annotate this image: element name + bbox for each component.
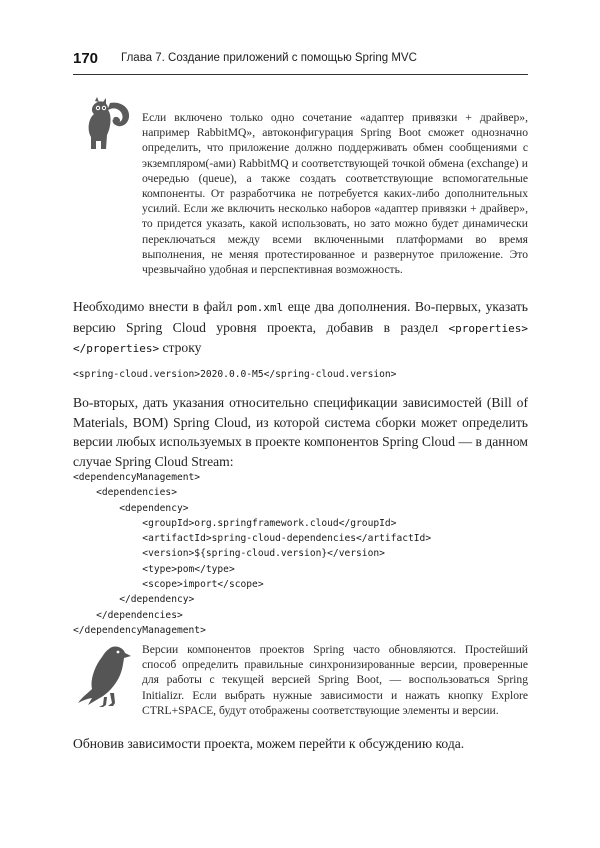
paragraph-pom: [73, 297, 528, 359]
header-divider: [73, 74, 528, 75]
code-line: <type>pom</type>: [73, 563, 235, 575]
pom-xml-code: pom.xml: [236, 301, 284, 314]
crow-icon: [74, 643, 132, 709]
code-line: <dependencyManagement>: [73, 472, 201, 483]
note-crow-text: Версии компонентов проектов Spring часто обновляются. Простейший способ определить правильные синхронизированные версии, проверенные для работы с текущей версией Spring Boot, — воспользоваться Spring Initializr. Если выбрать нужные зависимости и нажать кнопку Explore CTRL+SPACE, будут отображены соответствующие элементы и версии.: [142, 643, 528, 717]
code-line: <version>${spring-cloud.version}</version>: [73, 548, 385, 560]
code-line: <dependency>: [73, 502, 189, 514]
paragraph-bom: Во-вторых, дать указания относительно спецификации зависимостей (Bill of Materials, BOM) Spring Cloud, из которой система сборки может определить версии любых используемых в проекте компонентов Spring Cloud — в данном случае Spring Cloud Stream:: [73, 395, 528, 469]
note-lemur-text: Если включено только одно сочетание «адаптер привязки + драйвер», например RabbitMQ», автоконфигурация Spring Boot сможет однозначно определить, что приложение должно поддерживать обмен сообщениями с экземпляром(-ами) RabbitMQ и соответствующей точкой обмена (exchange) и очередью (queue), а также создать соответствующие вспомогательные компоненты. От разработчика не потребуется каких-либо дополнительных усилий. Если же включить несколько наборов «адаптер привязки + драйвер», то придется указать, какой использовать, но зато можно будет динамически переключаться между всеми включенными платформами во время выполнения, не меняя протестированное и развернутое приложение. Это чрезвычайно удобная и перспективная возможность.: [142, 111, 528, 277]
paragraph-update: Обновив зависимости проекта, можем перейти к обсуждению кода.: [73, 736, 465, 751]
running-header: [73, 50, 528, 70]
code-line: <scope>import</scope>: [73, 579, 264, 591]
lemur-icon: [74, 97, 132, 155]
para1-text-1: Необходимо внести в файл: [73, 299, 237, 314]
code-line-spring-cloud-version: <spring-cloud.version>2020.0.0-M5</spring-cloud.version>: [73, 369, 397, 380]
properties-tag-code: <properties></properties>: [73, 321, 528, 355]
code-line: <artifactId>spring-cloud-dependencies</artifactId>: [73, 533, 432, 545]
code-line: </dependencies>: [73, 609, 183, 621]
para1-text-2: еще два дополнения. Во-первых, указать версию Spring Cloud уровня проекта, добавив в раздел: [73, 299, 529, 335]
page-number: 170: [73, 50, 99, 67]
code-line: <dependencies>: [73, 487, 177, 499]
code-line: </dependencyManagement>: [73, 624, 206, 636]
chapter-title: Глава 7. Создание приложений с помощью Spring MVC: [121, 52, 417, 64]
para1-text-3: строку: [159, 340, 202, 355]
code-block-dependency-management: [73, 470, 431, 638]
code-line: <groupId>org.springframework.cloud</groupId>: [73, 517, 397, 529]
code-line: </dependency>: [73, 594, 195, 606]
